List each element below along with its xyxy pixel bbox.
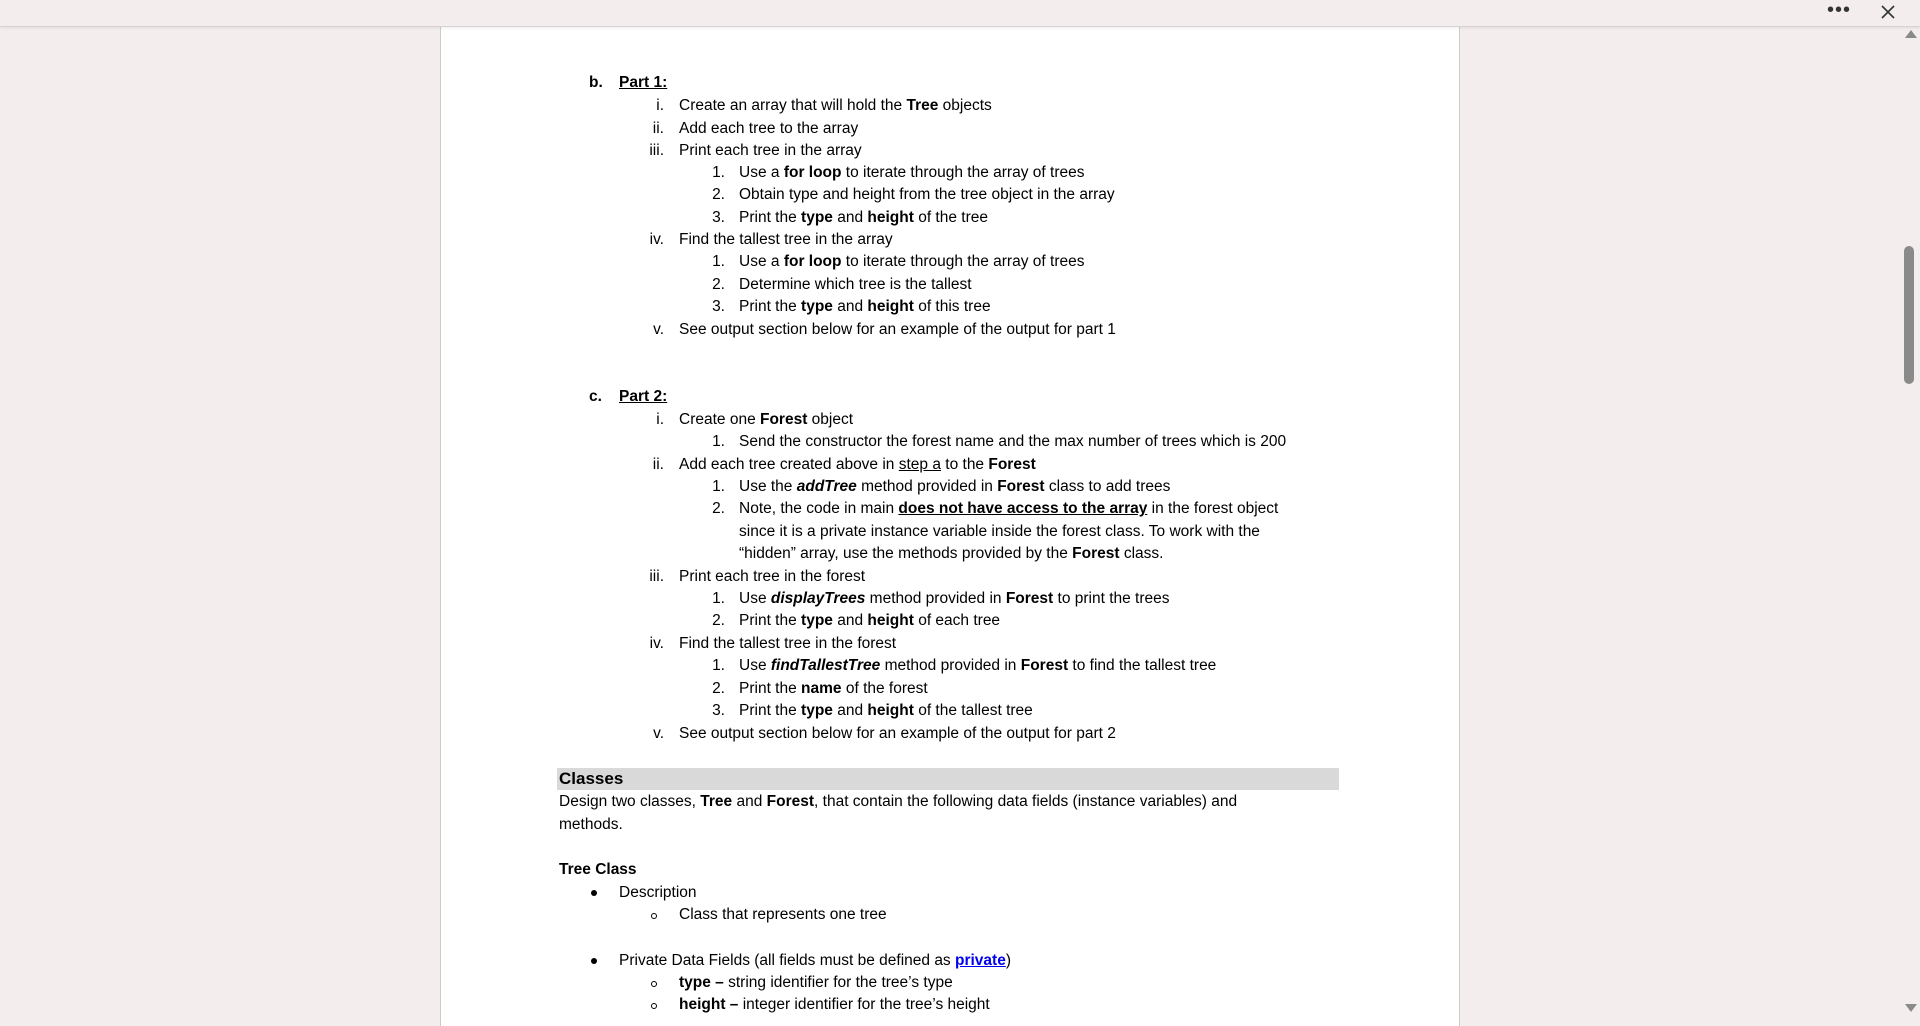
scroll-down-arrow-icon[interactable] [1905,1004,1917,1012]
private-link[interactable]: private [955,952,1006,969]
list-item: See output section below for an example of the output for part 1 [679,321,1116,338]
list-marker: 1. [712,590,725,607]
list-marker: iii. [649,568,664,585]
list-item: Print each tree in the forest [679,568,866,585]
list-item-continuation: “hidden” array, use the methods provided by the Forest class. [739,545,1164,562]
close-icon [1876,1,1900,23]
list-marker: 3. [712,209,725,226]
list-marker: 1. [712,478,725,495]
close-button[interactable] [1876,1,1900,23]
classes-description: Design two classes, Tree and Forest, that contain the following data fields (instance variables) and [559,793,1238,810]
list-marker: 1. [712,253,725,270]
list-marker: i. [656,411,664,428]
list-item: Add each tree created above in step a to the Forest [679,456,1036,473]
list-item: Print the type and height of each tree [739,612,1001,629]
part2-marker: c. [589,388,602,405]
scrollbar-thumb[interactable] [1904,246,1914,384]
bullet-item: Private Data Fields (all fields must be defined as private) [619,952,1012,969]
classes-heading: Classes [559,769,624,788]
list-item: Use a for loop to iterate through the array of trees [739,253,1085,270]
list-marker: 3. [712,702,725,719]
part1-marker: b. [589,74,603,91]
list-item: Print the type and height of the tallest tree [739,702,1033,719]
tree-class-heading: Tree Class [559,861,637,878]
list-marker: 3. [712,298,725,315]
viewer-toolbar [0,0,1920,27]
circle-bullet-marker [651,981,657,987]
sub-bullet-item: Class that represents one tree [679,906,887,923]
list-marker: iii. [649,142,664,159]
list-item: Note, the code in main does not have access to the array in the forest object [739,500,1279,517]
scroll-up-arrow-icon[interactable] [1905,30,1917,38]
list-item: Obtain type and height from the tree object in the array [739,186,1115,203]
bullet-item: Description [619,884,697,901]
sub-bullet-item: height – integer identifier for the tree’s height [679,996,990,1013]
ellipsis-icon: ••• [1826,0,1851,21]
list-item: Create one Forest object [679,411,854,428]
bullet-marker [591,890,597,896]
list-marker: 2. [712,680,725,697]
list-item: Determine which tree is the tallest [739,276,972,293]
list-marker: 1. [712,164,725,181]
list-item: Print the type and height of the tree [739,209,988,226]
circle-bullet-marker [651,913,657,919]
list-marker: 1. [712,433,725,450]
list-item: Create an array that will hold the Tree objects [679,97,992,114]
list-item: Find the tallest tree in the array [679,231,893,248]
part2-heading: Part 2: [619,388,668,405]
part1-heading: Part 1: [619,74,668,91]
list-item: Use findTallestTree method provided in Forest to find the tallest tree [739,657,1217,674]
list-item: Send the constructor the forest name and the max number of trees which is 200 [739,433,1287,450]
vertical-scrollbar[interactable] [1900,26,1920,1016]
list-item: Print the type and height of this tree [739,298,991,315]
list-marker: ii. [652,120,664,137]
list-marker: 2. [712,612,725,629]
list-marker: iv. [649,231,664,248]
list-item: Find the tallest tree in the forest [679,635,897,652]
classes-heading-bar [557,768,1339,790]
list-marker: v. [653,321,664,338]
list-marker: iv. [649,635,664,652]
list-item: Use displayTrees method provided in Forest to print the trees [739,590,1170,607]
list-item: Use the addTree method provided in Forest class to add trees [739,478,1171,495]
list-item: Add each tree to the array [679,120,859,137]
list-marker: 2. [712,186,725,203]
list-item: Print the name of the forest [739,680,928,697]
list-marker: ii. [652,456,664,473]
list-item: See output section below for an example of the output for part 2 [679,725,1116,742]
list-item-continuation: since it is a private instance variable inside the forest class. To work with the [739,523,1260,540]
more-options-button[interactable] [1826,2,1852,22]
document-page [440,26,1460,1026]
bullet-marker [591,958,597,964]
list-item: Use a for loop to iterate through the array of trees [739,164,1085,181]
list-marker: v. [653,725,664,742]
list-marker: 1. [712,657,725,674]
sub-bullet-item: type – string identifier for the tree’s type [679,974,953,991]
list-marker: i. [656,97,664,114]
list-marker: 2. [712,276,725,293]
circle-bullet-marker [651,1003,657,1009]
list-marker: 2. [712,500,725,517]
list-item: Print each tree in the array [679,142,862,159]
classes-description-line2: methods. [559,816,623,833]
